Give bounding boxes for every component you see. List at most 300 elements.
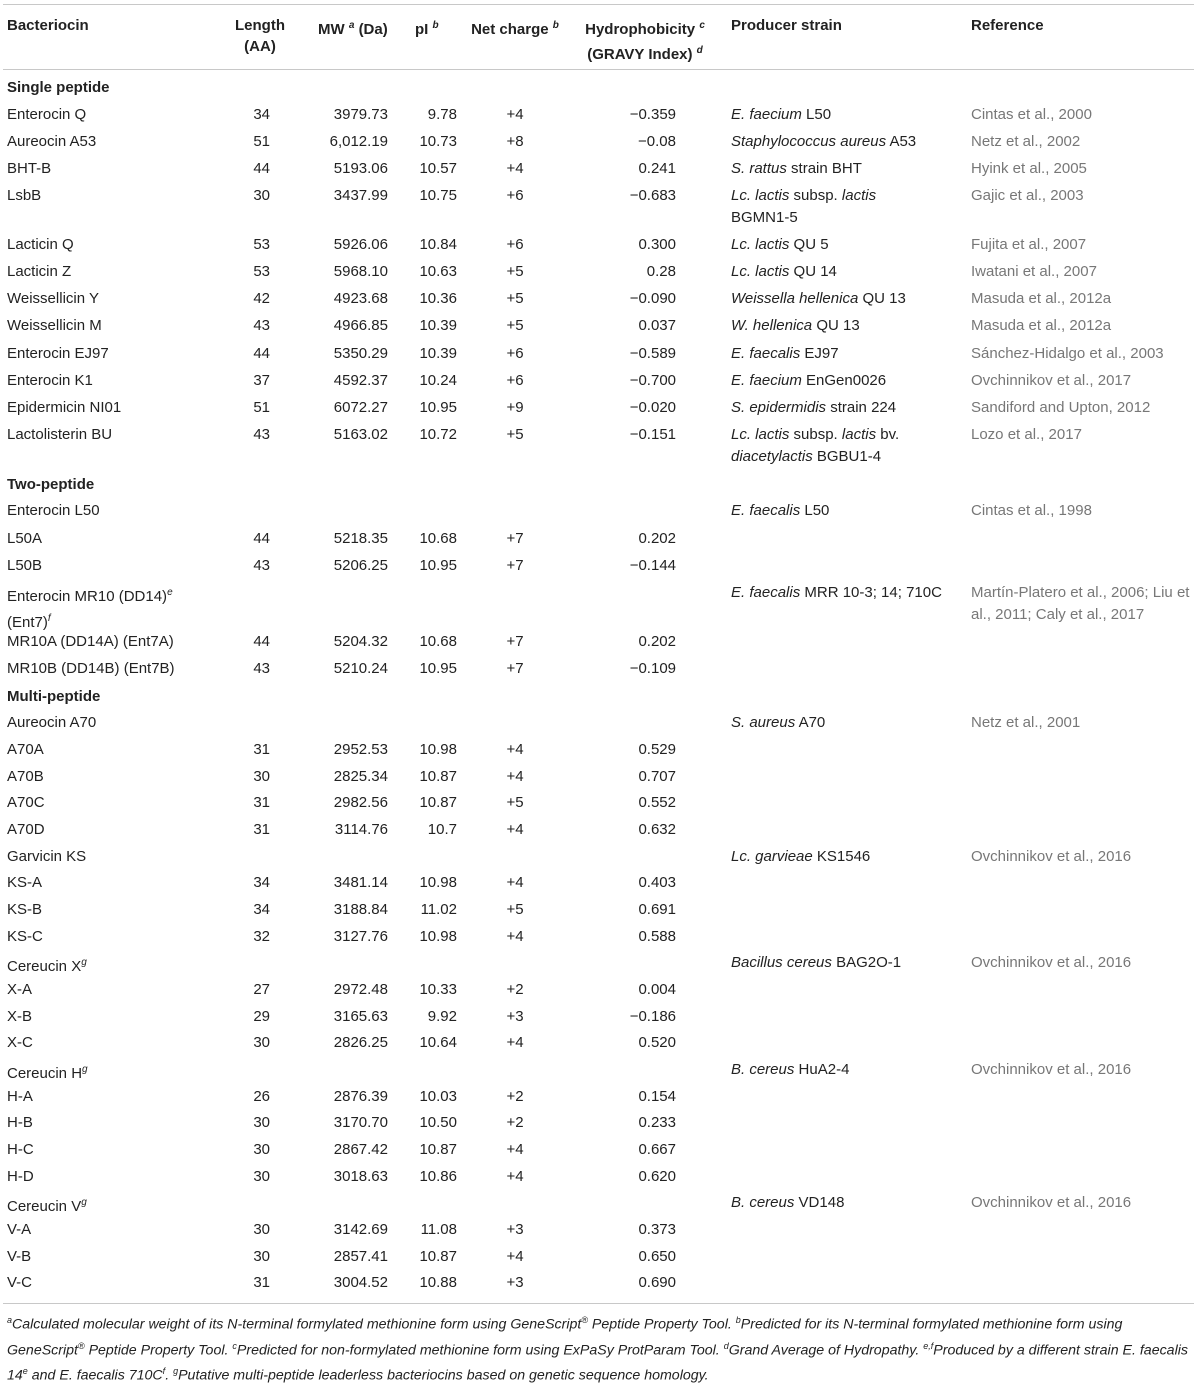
cell-length: 30 <box>253 187 270 204</box>
cell-net-charge: +9 <box>506 399 524 416</box>
cell-pi: 10.87 <box>419 768 457 785</box>
cell-bacteriocin: Lactolisterin BU <box>7 426 113 443</box>
cell-producer <box>731 952 901 974</box>
cell-net-charge: +5 <box>506 794 524 811</box>
cell-bacteriocin: Lacticin Z <box>7 263 72 280</box>
cell-reference: Ovchinnikov et al., 2016 <box>971 848 1132 865</box>
producer-species: B. cereus <box>731 1061 795 1078</box>
cell-net-charge: +6 <box>506 236 524 253</box>
cell-net-charge: +5 <box>506 901 524 918</box>
cell-reference: Ovchinnikov et al., 2017 <box>971 372 1132 389</box>
producer-strain: EnGen0026 <box>806 372 887 389</box>
cell-producer <box>731 104 831 126</box>
footnote-marker: g <box>81 1197 87 1208</box>
footnote-ef: Produced by a different strain E. faecalis 14 <box>7 1342 1188 1385</box>
cell-pi: 10.84 <box>419 236 457 253</box>
cell-hydrophobicity: 0.690 <box>638 1274 676 1291</box>
cell-hydrophobicity: −0.020 <box>629 399 676 416</box>
cell-length: 53 <box>253 236 270 253</box>
footnote-a: Calculated molecular weight of its N-terminal formylated methionine form using GeneScript <box>12 1316 582 1333</box>
cell-bacteriocin: H-C <box>7 1141 34 1158</box>
cell-mw: 6,012.19 <box>329 133 388 150</box>
cell-length: 43 <box>253 317 270 334</box>
cell-mw: 2867.42 <box>333 1141 388 1158</box>
cell-bacteriocin: KS-B <box>7 901 43 918</box>
cell-pi: 10.95 <box>419 399 457 416</box>
cell-net-charge: +4 <box>506 106 524 123</box>
cell-producer <box>731 234 829 256</box>
cell-hydrophobicity: 0.154 <box>638 1088 676 1105</box>
cell-pi: 10.72 <box>419 426 457 443</box>
cell-mw: 5163.02 <box>333 426 388 443</box>
producer-subsp-name: lactis <box>841 187 877 204</box>
cell-net-charge: +8 <box>506 133 524 150</box>
cell-mw: 5204.32 <box>333 633 388 650</box>
cell-reference: Iwatani et al., 2007 <box>971 263 1097 280</box>
section-two-peptide: Two-peptide <box>7 476 95 493</box>
cell-bacteriocin: Garvicin KS <box>7 848 87 865</box>
cell-producer <box>731 1192 844 1214</box>
cell-length: 30 <box>253 1248 270 1265</box>
cell-bacteriocin: X-B <box>7 1008 33 1025</box>
cell-mw: 3437.99 <box>333 187 388 204</box>
cell-length: 34 <box>253 874 270 891</box>
cell-bacteriocin: Aureocin A53 <box>7 133 97 150</box>
cell-producer <box>731 315 860 337</box>
producer-strain: QU 14 <box>793 263 837 280</box>
cell-mw: 2826.25 <box>333 1034 388 1051</box>
cell-length: 29 <box>253 1008 270 1025</box>
cell-net-charge: +4 <box>506 1034 524 1051</box>
cell-net-charge: +7 <box>506 633 524 650</box>
cell-length: 27 <box>253 981 270 998</box>
cell-mw: 5968.10 <box>333 263 388 280</box>
producer-strain: BGMN1-5 <box>731 209 798 226</box>
header-net-label: Net charge <box>471 21 549 38</box>
top-rule <box>3 4 1194 5</box>
cell-bacteriocin: Aureocin A70 <box>7 714 97 731</box>
producer-strain: QU 5 <box>793 236 829 253</box>
cell-hydrophobicity: −0.151 <box>629 426 676 443</box>
cell-hydrophobicity: 0.632 <box>638 821 676 838</box>
cell-producer <box>731 712 825 734</box>
producer-species: E. faecalis <box>731 345 801 362</box>
cell-net-charge: +3 <box>506 1008 524 1025</box>
cell-bacteriocin <box>7 582 173 634</box>
cell-reference: Ovchinnikov et al., 2016 <box>971 1194 1132 1211</box>
cell-bacteriocin: MR10A (DD14A) (Ent7A) <box>7 633 174 650</box>
cell-pi: 11.02 <box>420 901 457 918</box>
producer-strain: EJ97 <box>804 345 839 362</box>
cell-hydrophobicity: −0.109 <box>629 660 676 677</box>
cell-mw: 5210.24 <box>333 660 388 677</box>
cell-mw: 3127.76 <box>333 928 388 945</box>
producer-strain: A53 <box>889 133 917 150</box>
cell-length: 43 <box>253 426 270 443</box>
cell-hydrophobicity: 0.529 <box>638 741 676 758</box>
cell-hydrophobicity: 0.707 <box>638 768 676 785</box>
cell-net-charge: +2 <box>506 1114 524 1131</box>
footnote-marker: g <box>82 1064 88 1075</box>
cell-net-charge: +4 <box>506 928 524 945</box>
header-mw <box>318 15 388 40</box>
cell-producer <box>731 158 862 180</box>
cell-hydrophobicity: 0.552 <box>638 794 676 811</box>
cell-length: 51 <box>253 133 270 150</box>
cell-mw: 4923.68 <box>333 290 388 307</box>
cell-mw: 5193.06 <box>333 160 388 177</box>
header-length: Length (AA) <box>235 17 285 55</box>
cell-length: 30 <box>253 1114 270 1131</box>
cell-pi: 10.95 <box>419 557 457 574</box>
footnote-marker: d <box>723 1340 729 1351</box>
cell-net-charge: +4 <box>506 874 524 891</box>
cell-length: 31 <box>253 821 270 838</box>
cell-hydrophobicity: −0.144 <box>629 557 676 574</box>
cell-length: 30 <box>253 1221 270 1238</box>
cell-bacteriocin: A70C <box>7 794 45 811</box>
footnote-marker: g <box>81 957 87 968</box>
cell-bacteriocin: L50A <box>7 530 43 547</box>
cell-reference: Martín-Platero et al., 2006; Liu et al., 2011; Caly et al., 2017 <box>971 584 1190 623</box>
cell-net-charge: +3 <box>506 1221 524 1238</box>
cell-pi: 10.7 <box>427 821 457 838</box>
cell-net-charge: +7 <box>506 660 524 677</box>
cell-net-charge: +4 <box>506 1248 524 1265</box>
header-pi-label: pI <box>415 21 429 38</box>
footnote-marker: e <box>22 1366 28 1377</box>
cell-mw: 2952.53 <box>333 741 388 758</box>
cell-length: 34 <box>253 901 270 918</box>
cell-pi: 9.92 <box>427 1008 457 1025</box>
cell-producer <box>731 370 886 392</box>
cell-producer <box>731 343 839 365</box>
footnote-a-end: Peptide Property Tool. <box>587 1316 736 1333</box>
cell-mw: 3142.69 <box>333 1221 388 1238</box>
cell-bacteriocin: KS-A <box>7 874 43 891</box>
cell-length: 26 <box>253 1088 270 1105</box>
bacteriocin-name: Enterocin MR10 (DD14) <box>7 588 168 605</box>
producer-species: E. faecium <box>731 106 802 123</box>
cell-net-charge: +4 <box>506 821 524 838</box>
cell-hydrophobicity: 0.667 <box>638 1141 676 1158</box>
producer-strain: BAG2O-1 <box>836 954 902 971</box>
cell-pi: 10.98 <box>419 928 457 945</box>
cell-reference: Masuda et al., 2012a <box>971 290 1112 307</box>
cell-length: 31 <box>253 794 270 811</box>
cell-hydrophobicity: 0.233 <box>638 1114 676 1131</box>
cell-length: 42 <box>253 290 270 307</box>
cell-pi: 10.98 <box>419 874 457 891</box>
producer-species: E. faecalis <box>731 584 801 601</box>
cell-length: 31 <box>253 741 270 758</box>
section-multi-peptide: Multi-peptide <box>7 688 101 705</box>
cell-mw: 5350.29 <box>333 345 388 362</box>
cell-hydrophobicity: 0.300 <box>638 236 676 253</box>
cell-length: 43 <box>253 660 270 677</box>
header-mw-sup: a <box>348 20 355 31</box>
cell-pi: 10.95 <box>419 660 457 677</box>
producer-species: E. faecium <box>731 372 802 389</box>
footnote-ef-mid: and E. faecalis 710C <box>27 1368 163 1385</box>
footnote-b: Predicted for its N-terminal formylated methionine form using GeneScript <box>7 1316 1123 1359</box>
cell-pi: 10.73 <box>419 133 457 150</box>
producer-species: Lc. lactis <box>731 263 790 280</box>
cell-bacteriocin: A70A <box>7 741 44 758</box>
footnote-g: Putative multi-peptide leaderless bacteriocins based on genetic sequence homology. <box>178 1368 709 1385</box>
header-producer: Producer strain <box>731 17 842 34</box>
footnote-d: Grand Average of Hydropathy. <box>728 1342 924 1359</box>
cell-pi: 10.63 <box>419 263 457 280</box>
bottom-rule <box>3 1303 1194 1304</box>
cell-producer <box>731 1059 849 1081</box>
cell-pi: 10.87 <box>419 1248 457 1265</box>
cell-producer <box>731 582 942 604</box>
footnote-ef-end: . <box>165 1368 174 1385</box>
cell-bacteriocin: X-A <box>7 981 33 998</box>
cell-length: 30 <box>253 1034 270 1051</box>
producer-strain: L50 <box>804 502 830 519</box>
cell-bacteriocin: X-C <box>7 1034 33 1051</box>
cell-hydrophobicity: 0.620 <box>638 1168 676 1185</box>
cell-producer <box>731 846 870 868</box>
header-net-sup: b <box>552 20 559 31</box>
header-hydrophobicity <box>578 15 712 65</box>
cell-net-charge: +4 <box>506 1141 524 1158</box>
footnote-marker: b <box>735 1315 741 1325</box>
cell-bacteriocin: V-B <box>7 1248 32 1265</box>
cell-length: 44 <box>253 345 270 362</box>
cell-bacteriocin: LsbB <box>7 187 42 204</box>
header-rule <box>3 69 1194 70</box>
cell-bacteriocin: Enterocin L50 <box>7 502 100 519</box>
cell-producer <box>731 288 906 310</box>
cell-mw: 5926.06 <box>333 236 388 253</box>
cell-reference: Masuda et al., 2012a <box>971 317 1112 334</box>
header-bacteriocin: Bacteriocin <box>7 17 89 34</box>
cell-hydrophobicity: 0.202 <box>638 530 676 547</box>
cell-mw: 2982.56 <box>333 794 388 811</box>
cell-net-charge: +5 <box>506 317 524 334</box>
producer-species: S. epidermidis <box>731 399 827 416</box>
cell-pi: 10.88 <box>419 1274 457 1291</box>
cell-hydrophobicity: −0.683 <box>629 187 676 204</box>
producer-biovar-name: diacetylactis <box>731 448 813 465</box>
cell-reference: Netz et al., 2001 <box>971 714 1081 731</box>
producer-strain: VD148 <box>798 1194 845 1211</box>
cell-producer <box>731 397 896 419</box>
cell-reference: Netz et al., 2002 <box>971 133 1081 150</box>
cell-mw: 4966.85 <box>333 317 388 334</box>
cell-mw: 2857.41 <box>333 1248 388 1265</box>
cell-pi: 10.86 <box>419 1168 457 1185</box>
cell-length: 30 <box>253 1168 270 1185</box>
cell-hydrophobicity: 0.28 <box>646 263 676 280</box>
cell-hydrophobicity: 0.202 <box>638 633 676 650</box>
header-hyd-sup1: c <box>699 20 705 31</box>
producer-strain: HuA2-4 <box>798 1061 850 1078</box>
header-mw-label: MW <box>318 21 345 38</box>
cell-net-charge: +6 <box>506 345 524 362</box>
producer-species: E. faecalis <box>731 502 801 519</box>
header-hyd-sup2: d <box>696 45 703 56</box>
producer-strain: MRR 10-3; 14; 710C <box>804 584 942 601</box>
cell-pi: 10.36 <box>419 290 457 307</box>
cell-length: 31 <box>253 1274 270 1291</box>
cell-bacteriocin: H-D <box>7 1168 34 1185</box>
cell-hydrophobicity: 0.650 <box>638 1248 676 1265</box>
cell-hydrophobicity: 0.691 <box>638 901 676 918</box>
cell-reference: Lozo et al., 2017 <box>971 426 1082 443</box>
cell-mw: 3018.63 <box>333 1168 388 1185</box>
producer-species: Lc. lactis <box>731 236 790 253</box>
cell-net-charge: +4 <box>506 160 524 177</box>
cell-pi: 10.87 <box>419 1141 457 1158</box>
registered-mark: ® <box>77 1340 85 1351</box>
producer-strain: QU 13 <box>862 290 906 307</box>
cell-producer <box>731 131 916 153</box>
cell-reference: Ovchinnikov et al., 2016 <box>971 954 1132 971</box>
cell-mw: 2972.48 <box>333 981 388 998</box>
cell-mw: 3979.73 <box>333 106 388 123</box>
bacteriocin-name: Cereucin X <box>7 958 82 975</box>
cell-length: 53 <box>253 263 270 280</box>
cell-pi: 10.68 <box>419 530 457 547</box>
producer-strain: strain BHT <box>791 160 862 177</box>
cell-mw: 6072.27 <box>333 399 388 416</box>
producer-strain: BGBU1-4 <box>816 448 882 465</box>
cell-net-charge: +5 <box>506 263 524 280</box>
footnote-marker: e,f <box>923 1340 934 1351</box>
cell-bacteriocin: H-B <box>7 1114 33 1131</box>
cell-producer <box>731 185 876 229</box>
bacteriocin-name: Cereucin V <box>7 1198 82 1215</box>
producer-species: Weissella hellenica <box>731 290 859 307</box>
cell-bacteriocin: Weissellicin M <box>7 317 102 334</box>
footnote-marker: a <box>7 1315 13 1325</box>
cell-hydrophobicity: −0.090 <box>629 290 676 307</box>
cell-net-charge: +6 <box>506 187 524 204</box>
footnote-marker: f <box>47 613 51 624</box>
cell-pi: 9.78 <box>427 106 457 123</box>
cell-mw: 5206.25 <box>333 557 388 574</box>
cell-hydrophobicity: −0.186 <box>629 1008 676 1025</box>
header-reference: Reference <box>971 17 1044 34</box>
cell-net-charge: +2 <box>506 981 524 998</box>
cell-mw: 3114.76 <box>334 821 388 838</box>
footnote-c: Predicted for non-formylated methionine form using ExPaSy ProtParam Tool. <box>236 1342 724 1359</box>
producer-subsp: subsp. <box>793 426 838 443</box>
cell-reference: Hyink et al., 2005 <box>971 160 1087 177</box>
registered-mark: ® <box>581 1315 588 1325</box>
cell-mw: 3004.52 <box>333 1274 388 1291</box>
cell-net-charge: +7 <box>506 557 524 574</box>
cell-net-charge: +4 <box>506 741 524 758</box>
cell-hydrophobicity: −0.700 <box>629 372 676 389</box>
producer-species: Lc. garvieae <box>731 848 813 865</box>
cell-bacteriocin: Epidermicin NI01 <box>7 399 122 416</box>
cell-mw: 5218.35 <box>333 530 388 547</box>
cell-reference: Sandiford and Upton, 2012 <box>971 399 1151 416</box>
producer-species: W. hellenica <box>731 317 813 334</box>
cell-bacteriocin: KS-C <box>7 928 43 945</box>
cell-length: 43 <box>253 557 270 574</box>
cell-length: 44 <box>253 633 270 650</box>
cell-reference: Cintas et al., 2000 <box>971 106 1092 123</box>
cell-net-charge: +5 <box>506 426 524 443</box>
cell-net-charge: +6 <box>506 372 524 389</box>
cell-bacteriocin: Weissellicin Y <box>7 290 99 307</box>
producer-species: Lc. lactis <box>731 187 790 204</box>
header-pi <box>415 15 439 40</box>
producer-biovar: bv. <box>880 426 900 443</box>
cell-mw: 2825.34 <box>333 768 388 785</box>
cell-reference: Cintas et al., 1998 <box>971 502 1092 519</box>
producer-species: B. cereus <box>731 1194 795 1211</box>
producer-subsp: subsp. <box>793 187 838 204</box>
cell-mw: 3481.14 <box>333 874 388 891</box>
producer-strain: A70 <box>798 714 826 731</box>
cell-bacteriocin: Enterocin EJ97 <box>7 345 109 362</box>
producer-strain: strain 224 <box>830 399 897 416</box>
cell-hydrophobicity: 0.520 <box>638 1034 676 1051</box>
cell-pi: 10.57 <box>419 160 457 177</box>
producer-species: Staphylococcus aureus <box>731 133 887 150</box>
cell-bacteriocin: Lacticin Q <box>7 236 74 253</box>
cell-hydrophobicity: 0.241 <box>638 160 676 177</box>
footnote-marker: g <box>173 1366 179 1377</box>
cell-pi: 10.39 <box>419 317 457 334</box>
table-footnotes <box>7 1310 1192 1387</box>
cell-mw: 3165.63 <box>333 1008 388 1025</box>
cell-bacteriocin: L50B <box>7 557 43 574</box>
cell-length: 44 <box>253 530 270 547</box>
cell-bacteriocin <box>7 952 87 978</box>
cell-pi: 10.24 <box>419 372 457 389</box>
cell-pi: 10.50 <box>419 1114 457 1131</box>
cell-pi: 10.75 <box>419 187 457 204</box>
cell-pi: 10.33 <box>419 981 457 998</box>
bacteriocin-name: Cereucin H <box>7 1065 83 1082</box>
producer-strain: L50 <box>806 106 832 123</box>
cell-mw: 4592.37 <box>333 372 388 389</box>
cell-hydrophobicity: 0.588 <box>638 928 676 945</box>
cell-hydrophobicity: −0.589 <box>629 345 676 362</box>
producer-strain: KS1546 <box>816 848 871 865</box>
footnote-marker: c <box>232 1340 237 1351</box>
cell-bacteriocin: Enterocin K1 <box>7 372 93 389</box>
cell-reference: Sánchez-Hidalgo et al., 2003 <box>971 345 1164 362</box>
cell-mw: 3170.70 <box>333 1114 388 1131</box>
cell-length: 30 <box>253 768 270 785</box>
producer-strain: QU 13 <box>816 317 860 334</box>
cell-bacteriocin: BHT-B <box>7 160 52 177</box>
header-hyd-line2: (GRAVY Index) <box>587 46 693 63</box>
cell-pi: 10.68 <box>419 633 457 650</box>
cell-hydrophobicity: −0.359 <box>629 106 676 123</box>
cell-net-charge: +7 <box>506 530 524 547</box>
cell-net-charge: +4 <box>506 1168 524 1185</box>
cell-length: 51 <box>253 399 270 416</box>
cell-length: 44 <box>253 160 270 177</box>
cell-bacteriocin: V-C <box>7 1274 33 1291</box>
cell-bacteriocin: A70B <box>7 768 44 785</box>
cell-net-charge: +3 <box>506 1274 524 1291</box>
cell-bacteriocin: Enterocin Q <box>7 106 87 123</box>
cell-producer <box>731 500 829 522</box>
cell-length: 37 <box>253 372 270 389</box>
cell-hydrophobicity: 0.037 <box>638 317 676 334</box>
